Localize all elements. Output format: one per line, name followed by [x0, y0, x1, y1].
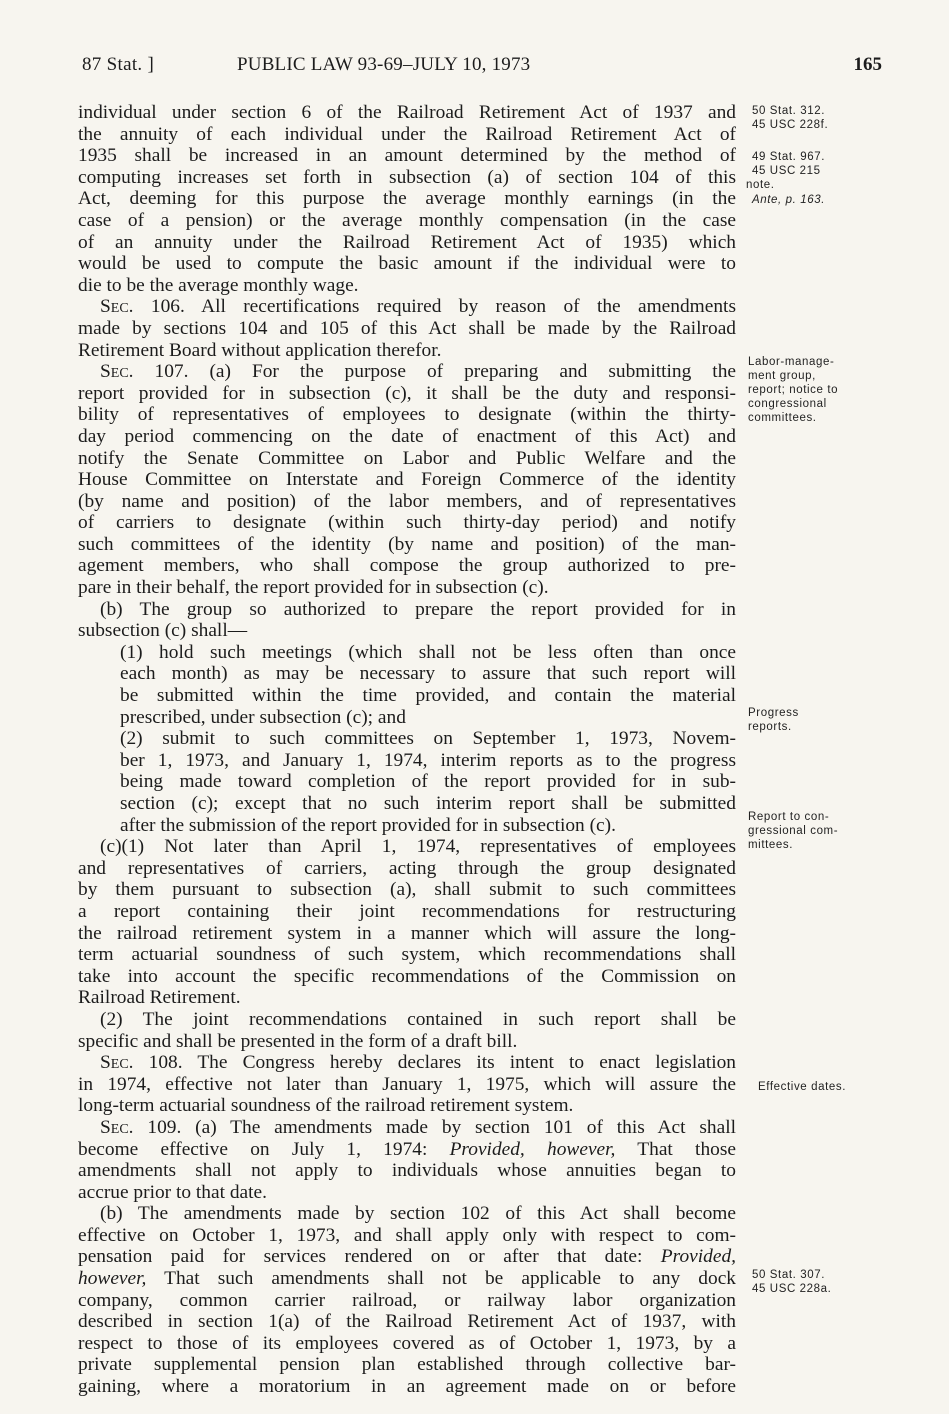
margin-note-7	[758, 1080, 908, 1094]
text-line: House Committee on Interstate and Foreign Commerce of the identity	[78, 469, 736, 491]
margin-note-line: note.	[746, 179, 775, 191]
margin-note-line: 45 USC 215	[752, 165, 821, 177]
text-line: Sec. 107. (a) For the purpose of preparing and submitting the	[100, 361, 736, 383]
text-line: however, That such amendments shall not be applicable to any dock	[78, 1268, 736, 1290]
statute-reference: 87 Stat. ]	[82, 54, 155, 75]
text-line: (1) hold such meetings (which shall not be less often than once	[120, 641, 736, 663]
text-line: each month) as may be necessary to assure that such report will	[120, 663, 736, 685]
text-line: notify the Senate Committee on Labor and Public Welfare and the	[78, 447, 736, 469]
margin-note-line: gressional com-	[748, 825, 839, 837]
margin-note-line: Effective dates.	[758, 1081, 847, 1093]
text-line: and representatives of carriers, acting through the group designated	[78, 857, 736, 879]
text-line: (2) submit to such committees on September 1, 1973, Novem-	[120, 728, 736, 750]
text-line: Act, deeming for this purpose the average monthly earnings (in the	[78, 188, 736, 210]
text-line: the railroad retirement system in a manner which will assure the long-	[78, 922, 736, 944]
margin-note-line: Labor-manage-	[748, 356, 835, 368]
margin-note-line: mittees.	[748, 839, 794, 851]
text-line: (c)(1) Not later than April 1, 1974, representatives of employees	[100, 836, 736, 858]
text-line: term actuarial soundness of such system, which recommendations shall	[78, 944, 736, 966]
margin-note-line: report; notice to	[748, 384, 839, 396]
text-line: subsection (c) shall—	[78, 620, 248, 642]
text-line: become effective on July 1, 1974: Provided, however, That those	[78, 1138, 736, 1160]
text-line: Railroad Retirement.	[78, 987, 241, 1009]
text-line: made by sections 104 and 105 of this Act shall be made by the Railroad	[78, 317, 736, 339]
text-line: Sec. 109. (a) The amendments made by section 101 of this Act shall	[100, 1116, 736, 1138]
margin-note-line: Ante, p. 163.	[752, 194, 826, 206]
margin-note-line: Progress	[748, 707, 799, 719]
margin-note-6	[748, 810, 898, 852]
margin-note-line: 45 USC 228f.	[752, 119, 829, 131]
text-line: die to be the average monthly wage.	[78, 274, 359, 296]
text-line: (by name and position) of the labor members, and of representatives	[78, 490, 736, 512]
margin-note-line: reports.	[748, 721, 792, 733]
text-line: prescribed, under subsection (c); and	[120, 706, 406, 728]
statute-text	[78, 102, 736, 1398]
margin-note-3	[752, 193, 902, 207]
text-line: long-term actuarial soundness of the railroad retirement system.	[78, 1095, 574, 1117]
text-line: the annuity of each individual under the Railroad Retirement Act of	[78, 123, 736, 145]
text-line: a report containing their joint recommendations for restructuring	[78, 900, 736, 922]
law-title: PUBLIC LAW 93-69–JULY 10, 1973	[237, 54, 531, 75]
margin-note-8	[752, 1268, 902, 1296]
text-line: would be used to compute the basic amount if the individual were to	[78, 253, 736, 275]
text-line: accrue prior to that date.	[78, 1181, 267, 1203]
text-line: (2) The joint recommendations contained in such report shall be	[100, 1008, 736, 1030]
text-line: of an annuity under the Railroad Retirement Act of 1935) which	[78, 231, 736, 253]
margin-note-1	[752, 104, 902, 132]
text-line: in 1974, effective not later than January 1, 1975, which will assure the	[78, 1073, 736, 1095]
text-line: (b) The amendments made by section 102 of this Act shall become	[100, 1203, 736, 1225]
text-line: Sec. 108. The Congress hereby declares its intent to enact legislation	[100, 1052, 736, 1074]
text-line: effective on October 1, 1973, and shall apply only with respect to com-	[78, 1224, 736, 1246]
text-line: gaining, where a moratorium in an agreement made on or before	[78, 1376, 736, 1398]
margin-note-line: congressional	[748, 398, 827, 410]
text-line: ber 1, 1973, and January 1, 1974, interim reports as to the progress	[120, 749, 736, 771]
margin-note-5	[748, 706, 898, 734]
margin-note-line: committees.	[748, 412, 817, 424]
margin-note-2	[746, 150, 902, 192]
text-line: report provided for in subsection (c), it shall be the duty and responsi-	[78, 382, 736, 404]
margin-note-4	[748, 355, 898, 425]
text-line: pare in their behalf, the report provided for in subsection (c).	[78, 577, 549, 599]
text-line: after the submission of the report provided for in subsection (c).	[120, 814, 616, 836]
text-line: 1935 shall be increased in an amount determined by the method of	[78, 145, 736, 167]
text-line: take into account the specific recommendations of the Commission on	[78, 965, 736, 987]
text-line: agement members, who shall compose the group authorized to pre-	[78, 555, 736, 577]
text-line: respect to those of its employees covered as of October 1, 1973, by a	[78, 1332, 736, 1354]
margin-note-line: 49 Stat. 967.	[752, 151, 826, 163]
text-line: Retirement Board without application therefor.	[78, 339, 442, 361]
text-line: amendments shall not apply to individuals whose annuities began to	[78, 1160, 736, 1182]
margin-note-line: 50 Stat. 307.	[752, 1269, 826, 1281]
text-line: pensation paid for services rendered on or after that date: Provided,	[78, 1246, 736, 1268]
text-line: described in section 1(a) of the Railroad Retirement Act of 1937, with	[78, 1311, 736, 1333]
text-line: (b) The group so authorized to prepare the report provided for in	[100, 598, 736, 620]
text-line: private supplemental pension plan established through collective bar-	[78, 1354, 736, 1376]
text-line: specific and shall be presented in the form of a draft bill.	[78, 1030, 518, 1052]
text-line: bility of representatives of employees to designate (within the thirty-	[78, 404, 736, 426]
text-line: case of a pension) or the average monthly compensation (in the case	[78, 209, 736, 231]
text-line: section (c); except that no such interim report shall be submitted	[120, 793, 736, 814]
text-line: computing increases set forth in subsection (a) of section 104 of this	[78, 166, 736, 188]
text-line: being made toward completion of the report provided for in sub-	[120, 771, 736, 793]
text-line: company, common carrier railroad, or railway labor organization	[78, 1289, 736, 1311]
margin-note-line: ment group,	[748, 370, 816, 382]
page-header	[82, 54, 882, 82]
text-line: by them pursuant to subsection (a), shall submit to such committees	[78, 879, 736, 901]
text-line: such committees of the identity (by name and position) of the man-	[78, 533, 736, 555]
text-line: Sec. 106. All recertifications required by reason of the amendments	[100, 296, 736, 318]
text-line: day period commencing on the date of enactment of this Act) and	[78, 425, 736, 447]
text-line: be submitted within the time provided, and contain the material	[120, 685, 736, 707]
margin-note-line: Report to con-	[748, 811, 830, 823]
text-line: of carriers to designate (within such thirty-day period) and notify	[78, 512, 736, 534]
margin-note-line: 45 USC 228a.	[752, 1283, 832, 1295]
page-number: 165	[853, 54, 882, 75]
margin-note-line: 50 Stat. 312.	[752, 105, 826, 117]
text-line: individual under section 6 of the Railroad Retirement Act of 1937 and	[78, 102, 736, 123]
